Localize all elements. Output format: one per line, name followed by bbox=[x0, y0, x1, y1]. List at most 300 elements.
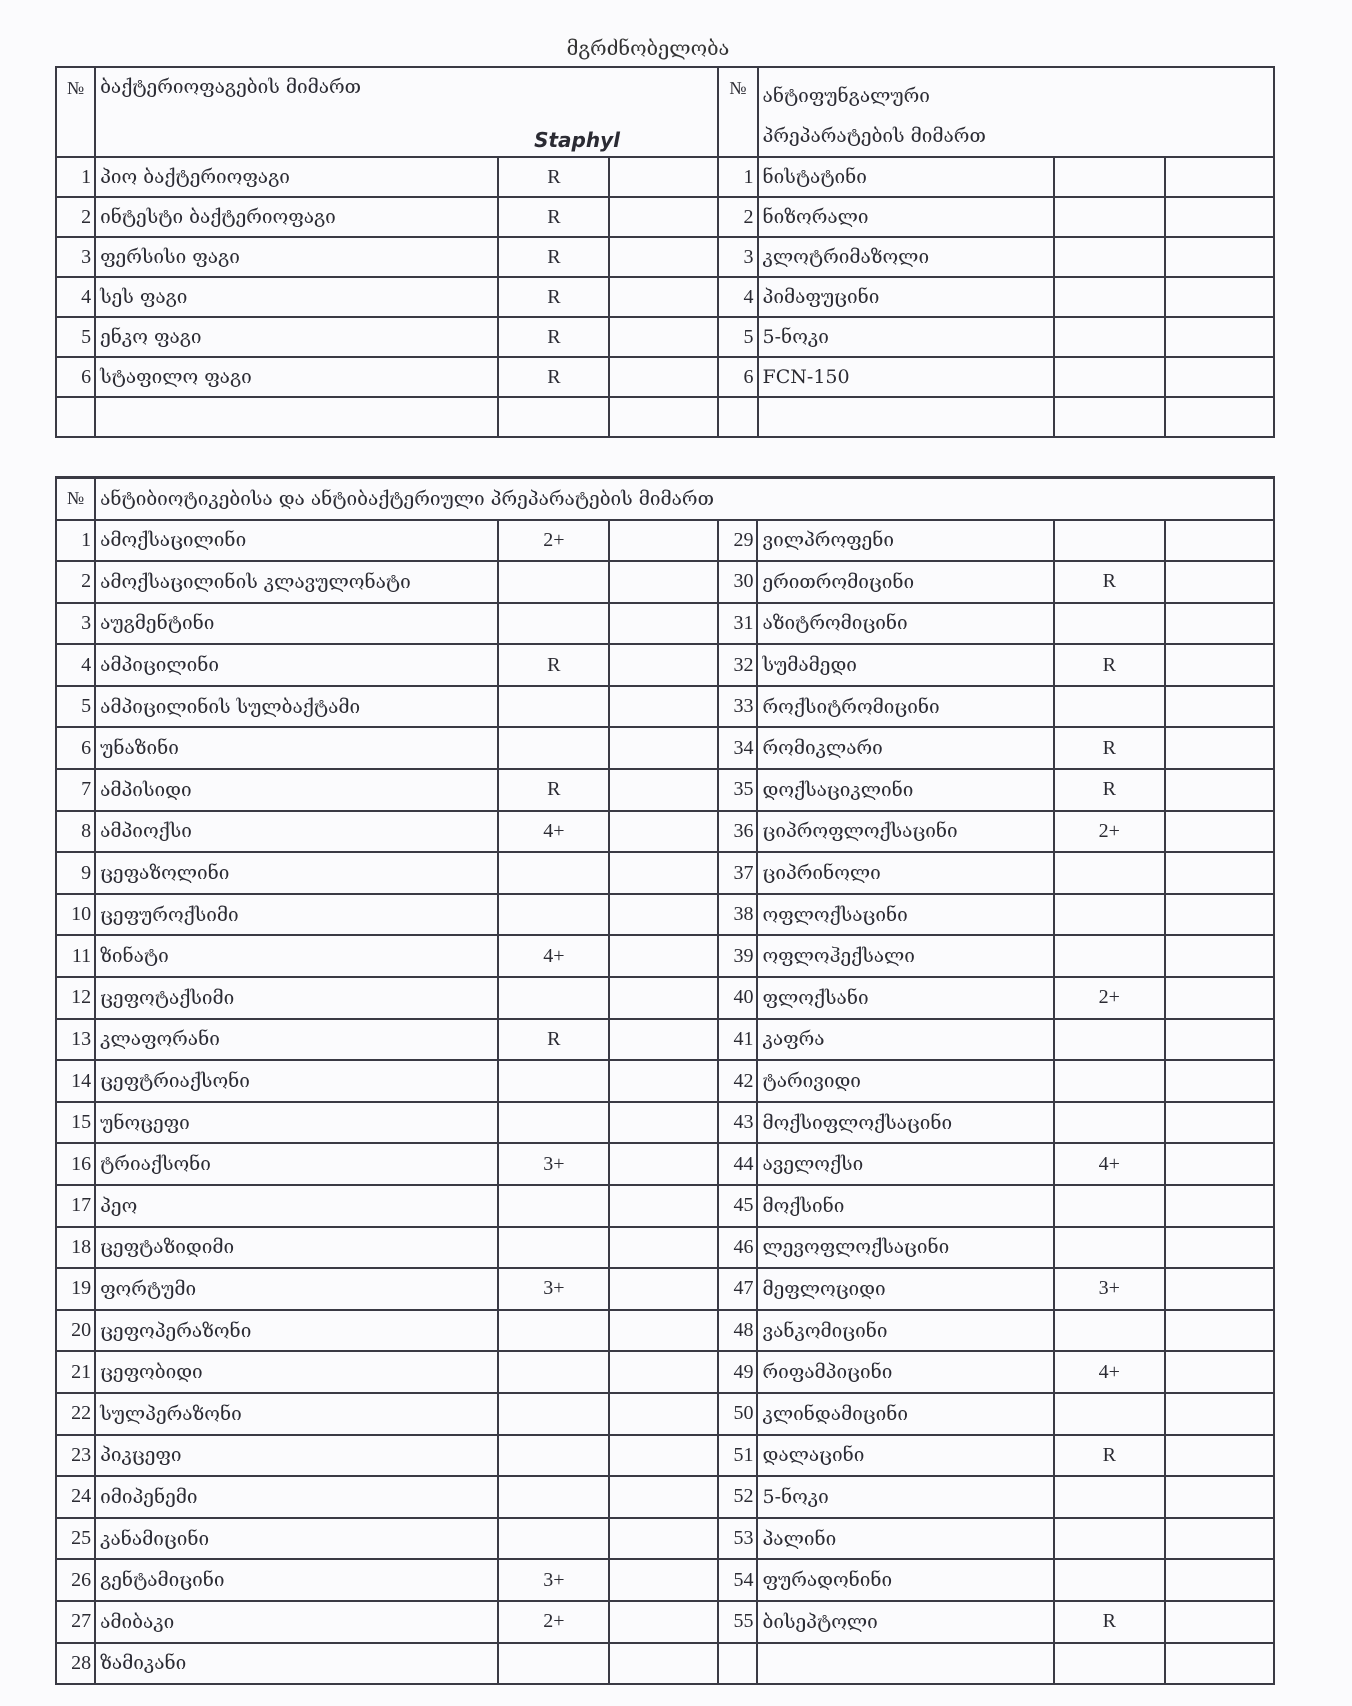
sensitivity-value bbox=[498, 1185, 609, 1227]
extra-cell bbox=[1165, 197, 1274, 237]
sensitivity-value bbox=[498, 1518, 609, 1560]
drug-name: აზიტრომიცინი bbox=[757, 603, 1053, 645]
extra-cell bbox=[609, 317, 718, 357]
row-number: 16 bbox=[56, 1143, 95, 1185]
extra-cell bbox=[1165, 1601, 1274, 1643]
extra-cell bbox=[609, 935, 718, 977]
sensitivity-value: 3+ bbox=[1054, 1268, 1165, 1310]
row-number: 5 bbox=[56, 686, 95, 728]
sensitivity-value bbox=[1054, 1185, 1165, 1227]
extra-cell bbox=[1165, 1435, 1274, 1477]
row-number: 12 bbox=[56, 977, 95, 1019]
row-number bbox=[718, 1643, 757, 1685]
row-number: 29 bbox=[718, 520, 757, 562]
extra-cell bbox=[609, 686, 718, 728]
extra-cell bbox=[609, 1268, 718, 1310]
drug-name: ცეფაზოლინი bbox=[95, 852, 498, 894]
table-row bbox=[56, 1476, 1274, 1518]
table-row bbox=[56, 811, 1274, 853]
sensitivity-value bbox=[498, 1060, 609, 1102]
drug-name: ნისტატინი bbox=[758, 157, 1054, 197]
extra-cell bbox=[1165, 727, 1274, 769]
sensitivity-value bbox=[498, 686, 609, 728]
extra-cell bbox=[609, 561, 718, 603]
sensitivity-value: R bbox=[1054, 1435, 1165, 1477]
drug-name: ფორტუმი bbox=[95, 1268, 498, 1310]
row-number: 5 bbox=[56, 317, 95, 357]
sensitivity-value bbox=[1054, 1476, 1165, 1518]
row-number: 18 bbox=[56, 1227, 95, 1269]
sensitivity-value bbox=[1054, 686, 1165, 728]
drug-name: ცეფუროქსიმი bbox=[95, 894, 498, 936]
sensitivity-value: 4+ bbox=[1054, 1351, 1165, 1393]
sensitivity-value bbox=[498, 1476, 609, 1518]
row-number: 28 bbox=[56, 1643, 95, 1685]
extra-cell bbox=[609, 1060, 718, 1102]
drug-name: კლინდამიცინი bbox=[757, 1393, 1053, 1435]
antibiotics-header: ანტიბიოტიკებისა და ანტიბაქტერიული პრეპარატების მიმართ bbox=[95, 478, 1274, 520]
table-row bbox=[56, 277, 1274, 317]
drug-name: ზინატი bbox=[95, 935, 498, 977]
sensitivity-value bbox=[1054, 603, 1165, 645]
extra-cell bbox=[1165, 1143, 1274, 1185]
sensitivity-value bbox=[498, 852, 609, 894]
sensitivity-value bbox=[1054, 1102, 1165, 1144]
sensitivity-value: R bbox=[498, 769, 609, 811]
drug-name: FCN-150 bbox=[758, 357, 1054, 397]
sensitivity-value bbox=[1054, 935, 1165, 977]
table-row bbox=[56, 1601, 1274, 1643]
drug-name: ამპიცილინი bbox=[95, 644, 498, 686]
row-number: 7 bbox=[56, 769, 95, 811]
extra-cell bbox=[609, 397, 718, 437]
extra-cell bbox=[609, 1102, 718, 1144]
drug-name: მოქსინი bbox=[757, 1185, 1053, 1227]
drug-name: ამპისიდი bbox=[95, 769, 498, 811]
sensitivity-value bbox=[498, 1393, 609, 1435]
row-number: 38 bbox=[718, 894, 757, 936]
table-row bbox=[56, 1019, 1274, 1061]
page-title: მგრძნობელობა bbox=[566, 36, 730, 60]
sensitivity-value bbox=[1054, 520, 1165, 562]
sensitivity-value: 2+ bbox=[1054, 977, 1165, 1019]
drug-name: ამპიცილინის სულბაქტამი bbox=[95, 686, 498, 728]
number-column-header: № bbox=[56, 478, 95, 520]
sensitivity-value bbox=[498, 1643, 609, 1685]
row-number: 4 bbox=[56, 277, 95, 317]
extra-cell bbox=[609, 1185, 718, 1227]
sensitivity-value bbox=[1054, 357, 1165, 397]
table-row bbox=[56, 1518, 1274, 1560]
drug-name: ამოქსაცილინის კლავულონატი bbox=[95, 561, 498, 603]
sensitivity-value bbox=[1054, 1310, 1165, 1352]
sensitivity-value: 2+ bbox=[1054, 811, 1165, 853]
extra-cell bbox=[609, 727, 718, 769]
sensitivity-value bbox=[498, 977, 609, 1019]
sensitivity-value: R bbox=[1054, 1601, 1165, 1643]
drug-name: ცეფოპერაზონი bbox=[95, 1310, 498, 1352]
sensitivity-value bbox=[498, 894, 609, 936]
drug-name: პიო ბაქტერიოფაგი bbox=[95, 157, 498, 197]
row-number bbox=[718, 397, 757, 437]
table-row bbox=[56, 1060, 1274, 1102]
drug-name: ცეფოტაქსიმი bbox=[95, 977, 498, 1019]
drug-name: ფლოქსანი bbox=[757, 977, 1053, 1019]
extra-cell bbox=[609, 237, 718, 277]
drug-name: პეო bbox=[95, 1185, 498, 1227]
row-number: 39 bbox=[718, 935, 757, 977]
sensitivity-value: 2+ bbox=[498, 1601, 609, 1643]
row-number: 43 bbox=[718, 1102, 757, 1144]
table-row bbox=[56, 1185, 1274, 1227]
sensitivity-value bbox=[1054, 1643, 1165, 1685]
drug-name bbox=[95, 397, 498, 437]
drug-name: გენტამიცინი bbox=[95, 1559, 498, 1601]
sensitivity-value bbox=[1054, 197, 1165, 237]
sensitivity-value: 2+ bbox=[498, 520, 609, 562]
extra-cell bbox=[1165, 1268, 1274, 1310]
row-number: 44 bbox=[718, 1143, 757, 1185]
table-row bbox=[56, 1102, 1274, 1144]
table-row bbox=[56, 237, 1274, 277]
extra-cell bbox=[1165, 686, 1274, 728]
extra-cell bbox=[609, 277, 718, 317]
drug-name: ამოქსაცილინი bbox=[95, 520, 498, 562]
sensitivity-value: 3+ bbox=[498, 1268, 609, 1310]
drug-name: პიკცეფი bbox=[95, 1435, 498, 1477]
row-number: 37 bbox=[718, 852, 757, 894]
row-number: 40 bbox=[718, 977, 757, 1019]
drug-name: ფურადონინი bbox=[757, 1559, 1053, 1601]
sensitivity-value bbox=[498, 727, 609, 769]
row-number: 15 bbox=[56, 1102, 95, 1144]
drug-name: ფერსისი ფაგი bbox=[95, 237, 498, 277]
drug-name: რომიკლარი bbox=[757, 727, 1053, 769]
extra-cell bbox=[1165, 894, 1274, 936]
sensitivity-value bbox=[1054, 1518, 1165, 1560]
table-row bbox=[56, 317, 1274, 357]
table-row bbox=[56, 686, 1274, 728]
table-row bbox=[56, 852, 1274, 894]
row-number: 41 bbox=[718, 1019, 757, 1061]
sensitivity-value bbox=[1054, 317, 1165, 357]
table-row bbox=[56, 357, 1274, 397]
drug-name: სტაფილო ფაგი bbox=[95, 357, 498, 397]
table-row bbox=[56, 644, 1274, 686]
drug-name: ტრიაქსონი bbox=[95, 1143, 498, 1185]
extra-cell bbox=[609, 1393, 718, 1435]
drug-name: ვილპროფენი bbox=[757, 520, 1053, 562]
extra-cell bbox=[609, 1019, 718, 1061]
drug-name: უნოცეფი bbox=[95, 1102, 498, 1144]
extra-cell bbox=[609, 1143, 718, 1185]
row-number: 52 bbox=[718, 1476, 757, 1518]
extra-cell bbox=[1165, 277, 1274, 317]
table-row bbox=[56, 935, 1274, 977]
row-number: 14 bbox=[56, 1060, 95, 1102]
drug-name: ამიბაკი bbox=[95, 1601, 498, 1643]
drug-name: მოქსიფლოქსაცინი bbox=[757, 1102, 1053, 1144]
extra-cell bbox=[1165, 317, 1274, 357]
row-number: 13 bbox=[56, 1019, 95, 1061]
sensitivity-value bbox=[1054, 157, 1165, 197]
extra-cell bbox=[1165, 1102, 1274, 1144]
row-number: 36 bbox=[718, 811, 757, 853]
phage-antifungal-table bbox=[55, 66, 1275, 438]
antibiotics-table bbox=[55, 476, 1275, 1685]
drug-name: ციპროფლოქსაცინი bbox=[757, 811, 1053, 853]
sensitivity-value bbox=[498, 603, 609, 645]
sensitivity-value: R bbox=[498, 357, 609, 397]
extra-cell bbox=[609, 603, 718, 645]
drug-name: აველოქსი bbox=[757, 1143, 1053, 1185]
sensitivity-value bbox=[1054, 852, 1165, 894]
row-number: 26 bbox=[56, 1559, 95, 1601]
extra-cell bbox=[609, 1476, 718, 1518]
drug-name: ერითრომიცინი bbox=[757, 561, 1053, 603]
drug-name: ბისეპტოლი bbox=[757, 1601, 1053, 1643]
drug-name: ამპიოქსი bbox=[95, 811, 498, 853]
drug-name: დალაცინი bbox=[757, 1435, 1053, 1477]
extra-cell bbox=[1165, 1185, 1274, 1227]
row-number: 3 bbox=[718, 237, 757, 277]
bacteriophages-header-label: ბაქტერიოფაგების მიმართ bbox=[100, 76, 361, 98]
sensitivity-value: R bbox=[498, 157, 609, 197]
row-number: 6 bbox=[56, 357, 95, 397]
sensitivity-value bbox=[1054, 1019, 1165, 1061]
extra-cell bbox=[1165, 811, 1274, 853]
table-row bbox=[56, 977, 1274, 1019]
extra-cell bbox=[609, 1559, 718, 1601]
drug-name: იმიპენემი bbox=[95, 1476, 498, 1518]
sensitivity-value: 4+ bbox=[498, 935, 609, 977]
sensitivity-value: R bbox=[1054, 561, 1165, 603]
row-number: 11 bbox=[56, 935, 95, 977]
drug-name: ცეფტრიაქსონი bbox=[95, 1060, 498, 1102]
row-number: 6 bbox=[718, 357, 757, 397]
antifungals-header-line1: ანტიფუნგალური bbox=[762, 85, 930, 107]
extra-cell bbox=[1165, 1227, 1274, 1269]
drug-name: პალინი bbox=[757, 1518, 1053, 1560]
row-number: 27 bbox=[56, 1601, 95, 1643]
drug-name: სულპერაზონი bbox=[95, 1393, 498, 1435]
sensitivity-value bbox=[1054, 1060, 1165, 1102]
table-row bbox=[56, 1310, 1274, 1352]
row-number: 21 bbox=[56, 1351, 95, 1393]
extra-cell bbox=[1165, 561, 1274, 603]
table-row bbox=[56, 727, 1274, 769]
sensitivity-value bbox=[1054, 1393, 1165, 1435]
drug-name: დოქსაციკლინი bbox=[757, 769, 1053, 811]
table-row bbox=[56, 197, 1274, 237]
table-row bbox=[56, 520, 1274, 562]
drug-name: ენკო ფაგი bbox=[95, 317, 498, 357]
row-number: 10 bbox=[56, 894, 95, 936]
extra-cell bbox=[609, 1435, 718, 1477]
sensitivity-value bbox=[498, 1435, 609, 1477]
row-number: 34 bbox=[718, 727, 757, 769]
drug-name: სეს ფაგი bbox=[95, 277, 498, 317]
row-number: 54 bbox=[718, 1559, 757, 1601]
sensitivity-value: 3+ bbox=[498, 1559, 609, 1601]
drug-name: როქსიტრომიცინი bbox=[757, 686, 1053, 728]
extra-cell bbox=[609, 197, 718, 237]
drug-name: ცეფობიდი bbox=[95, 1351, 498, 1393]
sensitivity-value: R bbox=[1054, 727, 1165, 769]
sensitivity-value bbox=[498, 397, 609, 437]
drug-name: ზამიკანი bbox=[95, 1643, 498, 1685]
row-number: 33 bbox=[718, 686, 757, 728]
row-number: 42 bbox=[718, 1060, 757, 1102]
table-header-row bbox=[56, 478, 1274, 520]
row-number: 4 bbox=[718, 277, 757, 317]
sensitivity-value: R bbox=[498, 237, 609, 277]
sensitivity-value bbox=[498, 1351, 609, 1393]
extra-cell bbox=[1165, 1310, 1274, 1352]
sensitivity-value: R bbox=[498, 1019, 609, 1061]
table-row bbox=[56, 1143, 1274, 1185]
row-number: 51 bbox=[718, 1435, 757, 1477]
extra-cell bbox=[1165, 1518, 1274, 1560]
bacteriophages-header bbox=[95, 67, 718, 157]
row-number: 49 bbox=[718, 1351, 757, 1393]
row-number: 25 bbox=[56, 1518, 95, 1560]
extra-cell bbox=[1165, 644, 1274, 686]
table-row bbox=[56, 1643, 1274, 1685]
row-number: 3 bbox=[56, 603, 95, 645]
extra-cell bbox=[609, 520, 718, 562]
row-number: 1 bbox=[718, 157, 757, 197]
row-number: 1 bbox=[56, 157, 95, 197]
extra-cell bbox=[609, 1351, 718, 1393]
sensitivity-value bbox=[498, 1227, 609, 1269]
table-row bbox=[56, 1351, 1274, 1393]
sensitivity-value bbox=[498, 561, 609, 603]
table-row bbox=[56, 561, 1274, 603]
extra-cell bbox=[609, 1310, 718, 1352]
drug-name: კაფრა bbox=[757, 1019, 1053, 1061]
row-number: 8 bbox=[56, 811, 95, 853]
extra-cell bbox=[1165, 769, 1274, 811]
antifungals-header-line2: პრეპარატების მიმართ bbox=[762, 125, 986, 147]
drug-name: ოფლოქსაცინი bbox=[757, 894, 1053, 936]
drug-name: ციპრინოლი bbox=[757, 852, 1053, 894]
extra-cell bbox=[609, 1601, 718, 1643]
row-number: 47 bbox=[718, 1268, 757, 1310]
row-number: 23 bbox=[56, 1435, 95, 1477]
extra-cell bbox=[1165, 1559, 1274, 1601]
drug-name: ნიზორალი bbox=[758, 197, 1054, 237]
table-row bbox=[56, 397, 1274, 437]
row-number: 17 bbox=[56, 1185, 95, 1227]
row-number: 2 bbox=[56, 561, 95, 603]
row-number: 2 bbox=[718, 197, 757, 237]
row-number: 5 bbox=[718, 317, 757, 357]
row-number: 20 bbox=[56, 1310, 95, 1352]
extra-cell bbox=[1165, 1393, 1274, 1435]
drug-name: უნაზინი bbox=[95, 727, 498, 769]
row-number: 2 bbox=[56, 197, 95, 237]
drug-name: სუმამედი bbox=[757, 644, 1053, 686]
row-number: 53 bbox=[718, 1518, 757, 1560]
sensitivity-value: 3+ bbox=[498, 1143, 609, 1185]
table-row bbox=[56, 1559, 1274, 1601]
drug-name bbox=[758, 397, 1054, 437]
drug-name: 5-ნოკი bbox=[758, 317, 1054, 357]
sensitivity-value bbox=[1054, 397, 1165, 437]
drug-name: ვანკომიცინი bbox=[757, 1310, 1053, 1352]
row-number: 3 bbox=[56, 237, 95, 277]
extra-cell bbox=[609, 811, 718, 853]
extra-cell bbox=[609, 357, 718, 397]
extra-cell bbox=[609, 644, 718, 686]
extra-cell bbox=[1165, 1019, 1274, 1061]
extra-cell bbox=[1165, 157, 1274, 197]
row-number: 19 bbox=[56, 1268, 95, 1310]
drug-name: კანამიცინი bbox=[95, 1518, 498, 1560]
sensitivity-value bbox=[498, 1102, 609, 1144]
row-number: 45 bbox=[718, 1185, 757, 1227]
row-number: 35 bbox=[718, 769, 757, 811]
drug-name bbox=[757, 1643, 1053, 1685]
drug-name: რიფამპიცინი bbox=[757, 1351, 1053, 1393]
drug-name: ლევოფლოქსაცინი bbox=[757, 1227, 1053, 1269]
extra-cell bbox=[609, 1518, 718, 1560]
row-number: 24 bbox=[56, 1476, 95, 1518]
sensitivity-value: R bbox=[498, 197, 609, 237]
drug-name: აუგმენტინი bbox=[95, 603, 498, 645]
extra-cell bbox=[1165, 357, 1274, 397]
drug-name: კლაფორანი bbox=[95, 1019, 498, 1061]
extra-cell bbox=[1165, 397, 1274, 437]
sensitivity-value: R bbox=[498, 317, 609, 357]
sensitivity-value: R bbox=[1054, 644, 1165, 686]
table-row bbox=[56, 769, 1274, 811]
drug-name: ინტესტი ბაქტერიოფაგი bbox=[95, 197, 498, 237]
sensitivity-value bbox=[1054, 237, 1165, 277]
row-number bbox=[56, 397, 95, 437]
organism-label: Staphyl bbox=[534, 128, 620, 152]
sensitivity-value bbox=[498, 1310, 609, 1352]
row-number: 9 bbox=[56, 852, 95, 894]
table-row bbox=[56, 157, 1274, 197]
row-number: 6 bbox=[56, 727, 95, 769]
row-number: 1 bbox=[56, 520, 95, 562]
extra-cell bbox=[609, 769, 718, 811]
drug-name: 5-ნოკი bbox=[757, 1476, 1053, 1518]
drug-name: ტარივიდი bbox=[757, 1060, 1053, 1102]
number-column-header: № bbox=[56, 67, 95, 157]
sensitivity-value: R bbox=[498, 644, 609, 686]
extra-cell bbox=[1165, 1060, 1274, 1102]
sensitivity-value: R bbox=[1054, 769, 1165, 811]
extra-cell bbox=[1165, 237, 1274, 277]
extra-cell bbox=[609, 977, 718, 1019]
table-row bbox=[56, 1268, 1274, 1310]
row-number: 32 bbox=[718, 644, 757, 686]
extra-cell bbox=[609, 852, 718, 894]
table-row bbox=[56, 1435, 1274, 1477]
table-row bbox=[56, 1227, 1274, 1269]
drug-name: ცეფტაზიდიმი bbox=[95, 1227, 498, 1269]
drug-name: კლოტრიმაზოლი bbox=[758, 237, 1054, 277]
sensitivity-value bbox=[1054, 277, 1165, 317]
sensitivity-value bbox=[1054, 1227, 1165, 1269]
extra-cell bbox=[609, 1643, 718, 1685]
row-number: 46 bbox=[718, 1227, 757, 1269]
extra-cell bbox=[609, 157, 718, 197]
sensitivity-value: R bbox=[498, 277, 609, 317]
